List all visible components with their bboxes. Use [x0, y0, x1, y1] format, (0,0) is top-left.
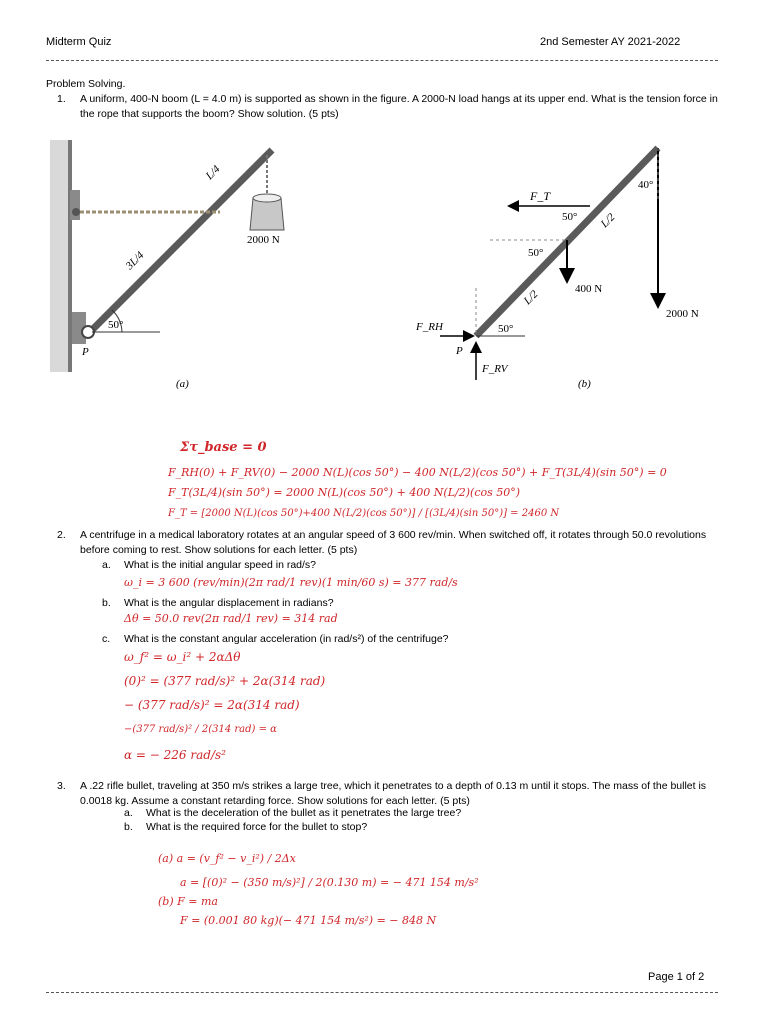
p3-solution-line1: (a) a = (v_f² − v_i²) / 2Δx [158, 852, 296, 865]
p3-solution-line4: F = (0.001 80 kg)(− 471 154 m/s²) = − 848 N [180, 914, 437, 927]
problem-1-text-line2: the rope that supports the boom? Show solution. (5 pts) [80, 108, 339, 120]
figure-b [410, 140, 720, 400]
p2-c-solution-4: −(377 rad/s)² / 2(314 rad) = α [124, 724, 277, 735]
p3-solution-line3: (b) F = ma [158, 895, 218, 908]
label-pivot-b: P [456, 345, 463, 357]
p2-a-question: What is the initial angular speed in rad/s? [124, 559, 317, 571]
footer-divider [46, 992, 718, 993]
label-pivot-a: P [82, 346, 89, 358]
p2-c-solution-2: (0)² = (377 rad/s)² + 2α(314 rad) [124, 674, 326, 688]
label-half-bot: L/2 [521, 288, 541, 308]
problem-3-text-line1: A .22 rifle bullet, traveling at 350 m/s strikes a large tree, which it penetrates to a depth of 0.13 m until it stops. The mass of the bullet is [80, 780, 707, 792]
label-angle-a: 50° [108, 319, 124, 331]
label-ft: F_T [530, 189, 551, 203]
problem-2-text-line2: before coming to rest. Show solutions for each letter. (5 pts) [80, 544, 358, 556]
problem-1-text-line1: A uniform, 400-N boom (L = 4.0 m) is supported as shown in the figure. A 2000-N load hangs at its upper end. What is the tension force in [80, 93, 718, 105]
header-right: 2nd Semester AY 2021-2022 [540, 36, 681, 48]
p1-solution-line3: F_T(3L/4)(sin 50°) = 2000 N(L)(cos 50°) + 400 N(L/2)(cos 50°) [168, 486, 521, 499]
p3-b-question: What is the required force for the bullet to stop? [146, 821, 368, 833]
p2-b-question: What is the angular displacement in radians? [124, 597, 334, 609]
label-weight: 400 N [575, 283, 603, 295]
p2-b-solution: Δθ = 50.0 rev(2π rad/1 rev) = 314 rad [124, 612, 338, 625]
label-angle-ft: 50° [562, 211, 578, 223]
figure-a [50, 140, 300, 400]
header-divider [46, 60, 718, 61]
label-angle-base: 50° [498, 323, 514, 335]
header-left: Midterm Quiz [46, 36, 112, 48]
p2-a-solution: ω_i = 3 600 (rev/min)(2π rad/1 rev)(1 min/60 s) = 377 rad/s [124, 576, 458, 589]
problem-1-number: 1. [57, 93, 66, 105]
p3-b-letter: b. [124, 821, 133, 833]
p1-solution-line2: F_RH(0) + F_RV(0) − 2000 N(L)(cos 50°) − 400 N(L/2)(cos 50°) + F_T(3L/4)(sin 50°) = 0 [168, 466, 667, 479]
p2-b-letter: b. [102, 597, 111, 609]
caption-a: (a) [176, 378, 189, 390]
caption-b: (b) [578, 378, 591, 390]
problem-3-text-line2: 0.0018 kg. Assume a constant retarding force. Show solutions for each letter. (5 pts) [80, 795, 470, 807]
p2-c-solution-1: ω_f² = ω_i² + 2αΔθ [124, 650, 241, 664]
p2-c-solution-5: α = − 226 rad/s² [124, 748, 226, 762]
p3-solution-line2: a = [(0)² − (350 m/s)²] / 2(0.130 m) = − 471 154 m/s² [180, 876, 479, 889]
p2-c-letter: c. [102, 633, 111, 645]
page-number: Page 1 of 2 [648, 971, 705, 983]
p3-a-question: What is the deceleration of the bullet as it penetrates the large tree? [146, 807, 462, 819]
p1-solution-line4: F_T = [2000 N(L)(cos 50°)+400 N(L/2)(cos 50°)] / [(3L/4)(sin 50°)] = 2460 N [168, 508, 560, 519]
p2-c-question: What is the constant angular acceleration (in rad/s²) of the centrifuge? [124, 633, 449, 645]
section-title: Problem Solving. [46, 78, 126, 90]
problem-3-number: 3. [57, 780, 66, 792]
label-l4: L/4 [203, 163, 223, 183]
problem-2-number: 2. [57, 529, 66, 541]
label-angle-mid: 50° [528, 247, 544, 259]
label-frv: F_RV [482, 363, 508, 375]
p1-solution-line1: Στ_base = 0 [180, 440, 267, 455]
label-3l4: 3L/4 [123, 249, 147, 273]
p3-a-letter: a. [124, 807, 133, 819]
problem-2-text-line1: A centrifuge in a medical laboratory rotates at an angular speed of 3 600 rev/min. When switched off, it rotates through 50.0 revolutions [80, 529, 707, 541]
label-load-a: 2000 N [247, 234, 280, 246]
label-load-b: 2000 N [666, 308, 699, 320]
label-frh: F_RH [416, 321, 443, 333]
label-angle-top: 40° [638, 179, 654, 191]
p2-c-solution-3: − (377 rad/s)² = 2α(314 rad) [124, 698, 300, 712]
p2-a-letter: a. [102, 559, 111, 571]
label-half-top: L/2 [598, 211, 618, 231]
